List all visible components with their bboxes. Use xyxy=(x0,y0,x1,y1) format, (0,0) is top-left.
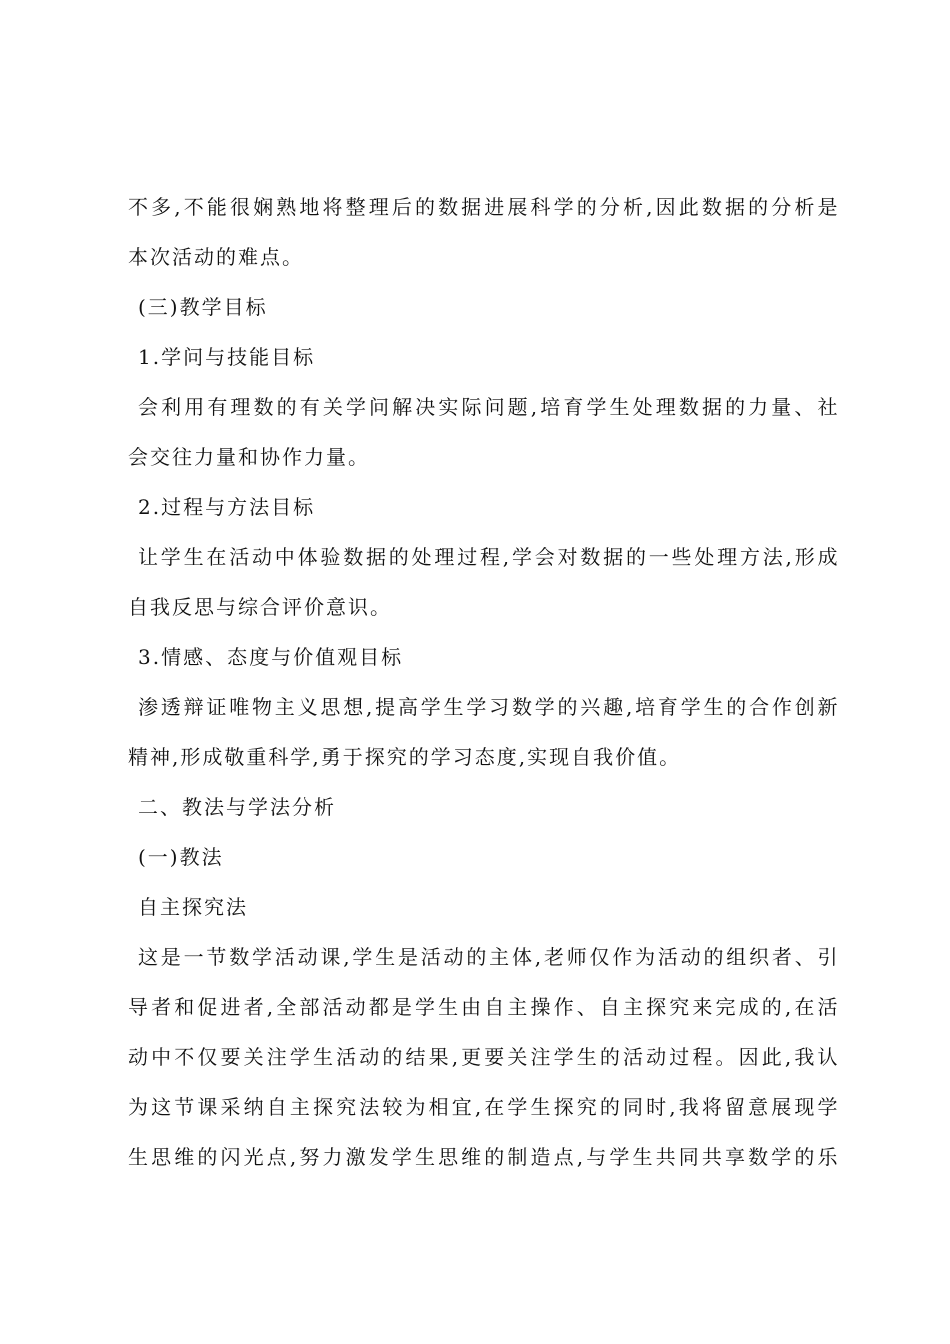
paragraph-line: 动中不仅要关注学生活动的结果,更要关注学生的活动过程。因此,我认 xyxy=(128,1045,838,1069)
paragraph-line: 本次活动的难点。 xyxy=(128,245,304,269)
paragraph-line: 会交往力量和协作力量。 xyxy=(128,445,370,469)
paragraph-line: 会利用有理数的有关学问解决实际问题,培育学生处理数据的力量、社 xyxy=(138,395,838,419)
document-body xyxy=(128,182,838,1182)
section-heading: 二、教法与学法分析 xyxy=(138,795,336,819)
section-heading: (一)教法 xyxy=(138,845,224,869)
paragraph-line: 这是一节数学活动课,学生是活动的主体,老师仅作为活动的组织者、引 xyxy=(138,945,838,969)
paragraph-line: 生思维的闪光点,努力激发学生思维的制造点,与学生共同共享数学的乐 xyxy=(128,1145,838,1169)
paragraph-line: 让学生在活动中体验数据的处理过程,学会对数据的一些处理方法,形成 xyxy=(138,545,838,569)
subsection-heading: 1.学问与技能目标 xyxy=(138,345,316,369)
paragraph-line: 自我反思与综合评价意识。 xyxy=(128,595,392,619)
subsection-heading: 自主探究法 xyxy=(138,895,248,919)
paragraph-line: 精神,形成敬重科学,勇于探究的学习态度,实现自我价值。 xyxy=(128,745,682,769)
section-heading: (三)教学目标 xyxy=(138,295,268,319)
subsection-heading: 2.过程与方法目标 xyxy=(138,495,316,519)
paragraph-line: 不多,不能很娴熟地将整理后的数据进展科学的分析,因此数据的分析是 xyxy=(128,195,838,219)
subsection-heading: 3.情感、态度与价值观目标 xyxy=(138,645,404,669)
paragraph-line: 导者和促进者,全部活动都是学生由自主操作、自主探究来完成的,在活 xyxy=(128,995,838,1019)
paragraph-line: 为这节课采纳自主探究法较为相宜,在学生探究的同时,我将留意展现学 xyxy=(128,1095,838,1119)
paragraph-line: 渗透辩证唯物主义思想,提高学生学习数学的兴趣,培育学生的合作创新 xyxy=(138,695,838,719)
